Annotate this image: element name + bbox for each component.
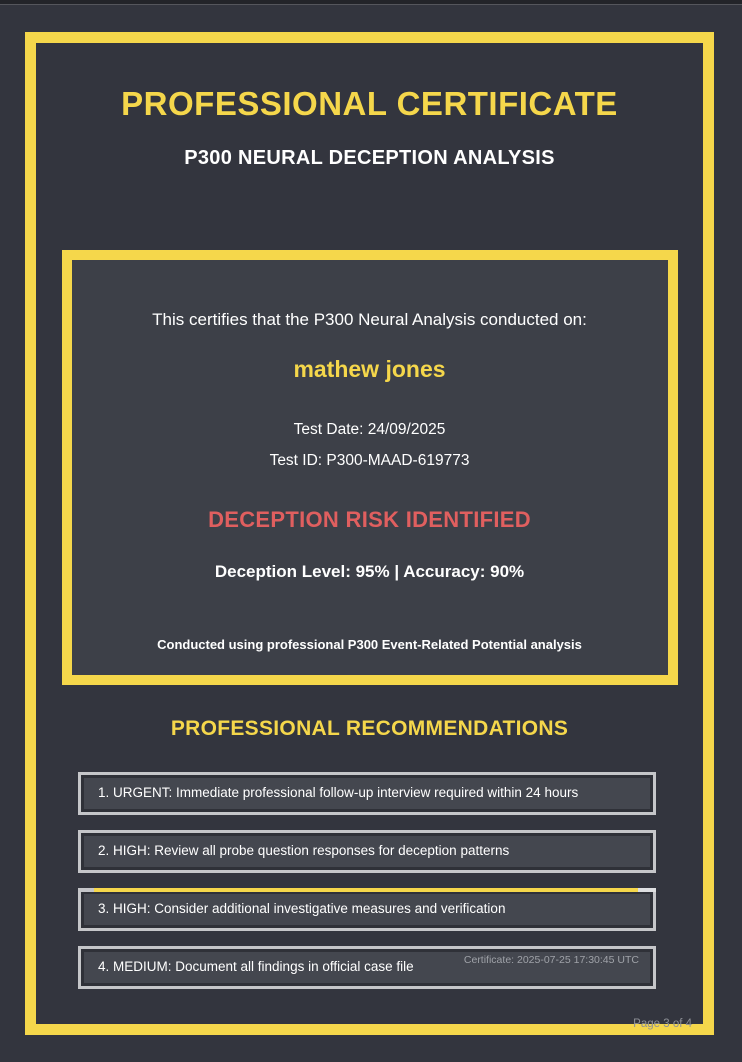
certificate-outer-frame [25, 32, 714, 1035]
certificate-panel [62, 250, 678, 685]
page-subtitle: P300 NEURAL DECEPTION ANALYSIS [184, 147, 555, 169]
certificate-intro-text: This certifies that the P300 Neural Analysis conducted on: [152, 310, 587, 329]
recommendation-text: 4. MEDIUM: Document all findings in official case file [84, 952, 650, 983]
recommendation-item [78, 888, 656, 931]
certificate-timestamp: Certificate: 2025-07-25 17:30:45 UTC [463, 954, 639, 966]
recommendation-text: 1. URGENT: Immediate professional follow-up interview required within 24 hours [84, 778, 650, 809]
test-id: Test ID: P300-MAAD-619773 [269, 452, 470, 469]
recommendations-list [36, 772, 703, 989]
test-date: Test Date: 24/09/2025 [293, 421, 446, 438]
deception-metrics: Deception Level: 95% | Accuracy: 90% [214, 562, 525, 581]
page-indicator: Page 3 of 4 [633, 1018, 692, 1030]
recommendation-text: 2. HIGH: Review all probe question responses for deception patterns [84, 836, 650, 867]
method-note: Conducted using professional P300 Event-Related Potential analysis [157, 637, 582, 652]
highlight-stripe [78, 888, 656, 892]
page-title: PROFESSIONAL CERTIFICATE [121, 85, 618, 122]
recommendations-heading: PROFESSIONAL RECOMMENDATIONS [170, 717, 569, 740]
recommendation-item [78, 772, 656, 815]
subject-name: mathew jones [293, 356, 446, 382]
window-top-edge [0, 0, 742, 5]
recommendation-item [78, 830, 656, 873]
recommendation-text: 3. HIGH: Consider additional investigative measures and verification [84, 894, 650, 925]
risk-status: DECEPTION RISK IDENTIFIED [208, 507, 531, 532]
recommendation-item [78, 946, 656, 989]
